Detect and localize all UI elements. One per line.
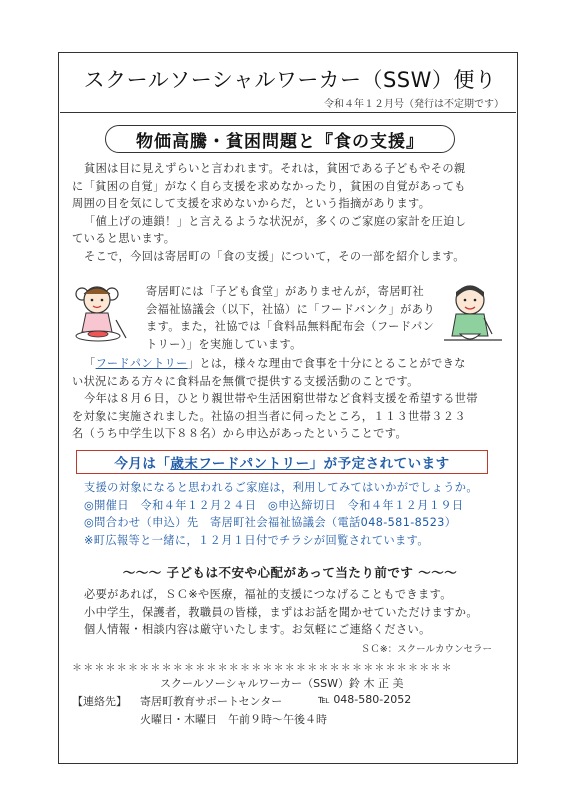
contact-phone: ℡ 048-580-2052 (318, 693, 412, 706)
announcement-line: ◎問合わせ（申込）先 寄居町社会福祉協議会（電話048-581-8523） (84, 516, 457, 529)
ssw-name: スクールソーシャルワーカー（SSW）鈴 木 正 美 (160, 677, 404, 690)
contact-label: 【連絡先】 (72, 695, 127, 708)
announcement-line: ※町広報等と一緒に，１２月１日付でチラシが回覧されています。 (84, 533, 429, 547)
food-pantry-line: を対象に実施されました。社協の担当者に伺ったところ，１１３世帯３２３ (72, 409, 466, 423)
food-bank-line: ます。また，社協では「食料品無料配布会（フードパン (146, 320, 435, 333)
announcement-banner (76, 450, 488, 474)
slogan: ～～～ 子どもは不安や心配があって当たり前です ～～～ (122, 565, 458, 580)
intro-line: 「値上げの連鎖！」と言えるような状況が，多くのご家庭の家計を圧迫し (84, 214, 467, 228)
intro-line: 貧困は目に見えずらいと言われます。それは，貧困である子どもやその親 (84, 162, 466, 175)
contact-center: 寄居町教育サポートセンター (140, 695, 283, 708)
issue-date: 令和４年１２月号（発行は不定期です） (324, 99, 504, 110)
food-bank-line: トリー）」を実施しています。 (146, 337, 302, 351)
girl-eating-icon (72, 280, 134, 346)
banner-term: 歳末フードパントリー (170, 456, 310, 472)
contact-hours: 火曜日・木曜日 午前９時～午後４時 (140, 713, 327, 726)
closing-line: 小中学生，保護者，教職員の皆様，まずはお話を聞かせていただけますか。 (84, 605, 478, 619)
banner-suffix: 」が予定されています (309, 456, 450, 472)
food-bank-line: 会福祉協議会（以下，社協）に「フードバンク」があり (146, 302, 435, 316)
intro-line: に「貧困の自覚」がなく自ら支援を求めなかったり，貧困の自覚があっても (72, 179, 466, 193)
banner-prefix: 今月は「 (114, 456, 171, 472)
food-bank-paragraph (146, 283, 436, 353)
sc-footnote: ＳＣ※：スクールカウンセラー (360, 644, 492, 655)
food-pantry-paragraph (72, 355, 504, 443)
announcement-line: 支援の対象になると思われるご家庭は，利用してみてはいかがでしょうか。 (84, 481, 478, 494)
closing-paragraph (84, 586, 516, 639)
star-divider: ＊＊＊＊＊＊＊＊＊＊＊＊＊＊＊＊＊＊＊＊＊＊＊＊＊＊＊＊＊＊＊＊＊＊ (72, 663, 453, 674)
announcement-details (84, 479, 516, 549)
food-pantry-line: 今年は８月６日，ひとり親世帯や生活困窮世帯など食料支援を希望する世帯 (84, 392, 478, 405)
intro-paragraph (72, 160, 504, 265)
boy-eating-icon (440, 282, 506, 350)
closing-line: 必要があれば，ＳＣ※や医療，福祉的支援につなげることもできます。 (84, 588, 452, 601)
header-divider (60, 112, 516, 113)
intro-line: ていると思います。 (72, 232, 176, 245)
newsletter-title: スクールソーシャルワーカー（SSW）便り (83, 68, 497, 92)
announcement-line: ◎開催日 令和４年１２月２４日 ◎申込締切日 令和４年１２月１９日 (84, 498, 464, 512)
food-pantry-term: フードパントリー (95, 357, 188, 370)
food-bank-line: 寄居町には「子ども食堂」がありませんが，寄居町社 (146, 285, 425, 298)
food-pantry-line: 名（うち中学生以下８８名）から申込があったということです。 (72, 427, 408, 440)
food-pantry-text: とは，様々な理由で食事を十分にとることができな (199, 357, 466, 370)
feature-heading: 物価高騰・貧困問題と『食の支援』 (105, 125, 455, 153)
closing-line: 個人情報・相談内容は厳守いたします。お気軽にご連絡ください。 (84, 623, 431, 636)
food-pantry-line: い状況にある方々に食料品を無償で提供する支援活動のことです。 (72, 374, 419, 388)
announcement-banner-text (114, 452, 449, 472)
food-pantry-line: 「フードパントリー」とは，様々な理由で食事を十分にとることができな (84, 357, 466, 370)
intro-line: そこで，今回は寄居町の「食の支援」について，その一部を紹介します。 (84, 249, 465, 263)
intro-line: 周囲の目を気にして支援を求めないからだ，という指摘があります。 (72, 197, 431, 210)
